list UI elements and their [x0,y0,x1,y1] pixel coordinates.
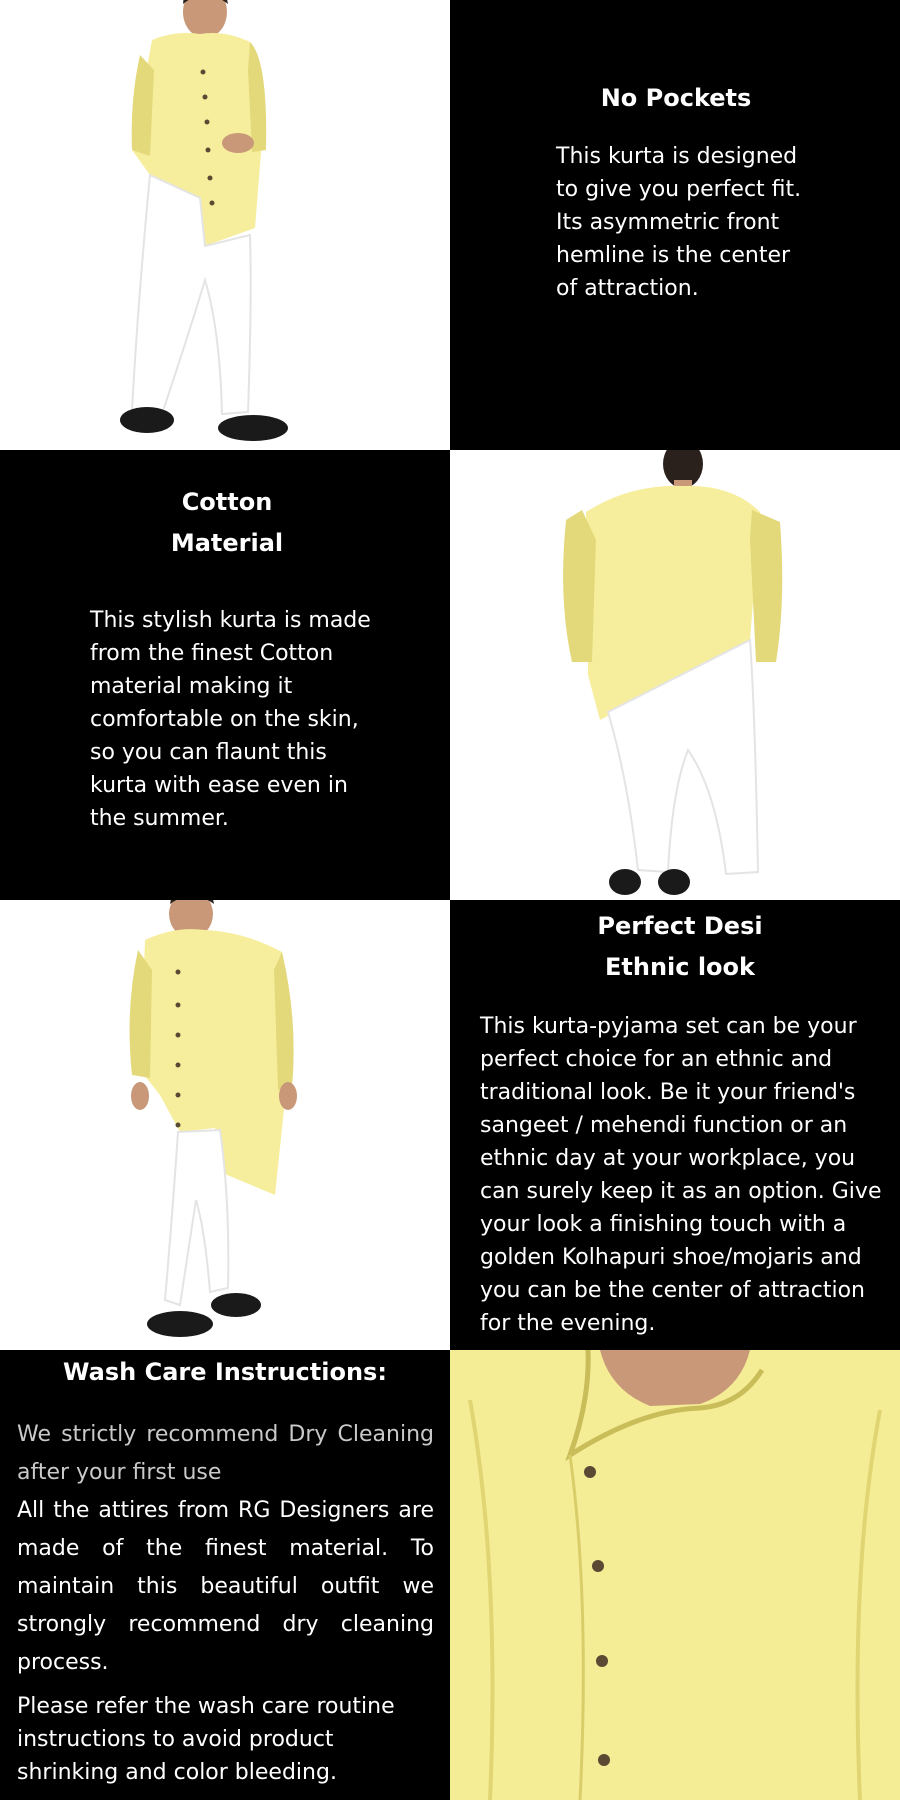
model-front-photo [0,0,450,450]
cotton-material-panel [0,450,450,900]
wash-care-title: Wash Care Instructions: [63,1358,387,1386]
ethnic-title-line1: Perfect Desi [597,912,763,940]
no-pockets-panel [450,0,900,450]
wash-care-para2: Please refer the wash care routine instructions to avoid product shrinking and color bleeding. [17,1694,395,1785]
cotton-title-line2: Material [170,529,284,557]
wash-care-panel [0,1350,450,1800]
wash-care-para1: All the attires from RG Designers are made of the finest material. To maintain this beautiful outfit we strongly recommend dry cleaning process. [17,1498,434,1675]
model-side-photo [0,900,450,1350]
ethnic-title-line2: Ethnic look [604,953,755,981]
wash-care-note: We strictly recommend Dry Cleaning after your first use [17,1422,434,1485]
no-pockets-title: No Pockets [600,84,752,112]
ethnic-look-panel [450,900,900,1350]
ethnic-text: This kurta-pyjama set can be your perfect choice for an ethnic and traditional look. Be it your friend's sangeet / mehendi function or an ethnic day at your workplace, you can surely keep it as an option. Give your look a finishing touch with a golden Kolhapuri shoe/mojaris and you can be the center of attraction for the evening. [480,1014,882,1336]
kurta-closeup-photo [450,1350,900,1800]
no-pockets-text: This kurta is designed to give you perfect fit. Its asymmetric front hemline is the center of attraction. [556,144,802,301]
model-back-photo [450,450,900,900]
cotton-title-line1: Cotton [181,488,273,516]
cotton-text: This stylish kurta is made from the finest Cotton material making it comfortable on the skin, so you can flaunt this kurta with ease even in the summer. [90,608,371,831]
